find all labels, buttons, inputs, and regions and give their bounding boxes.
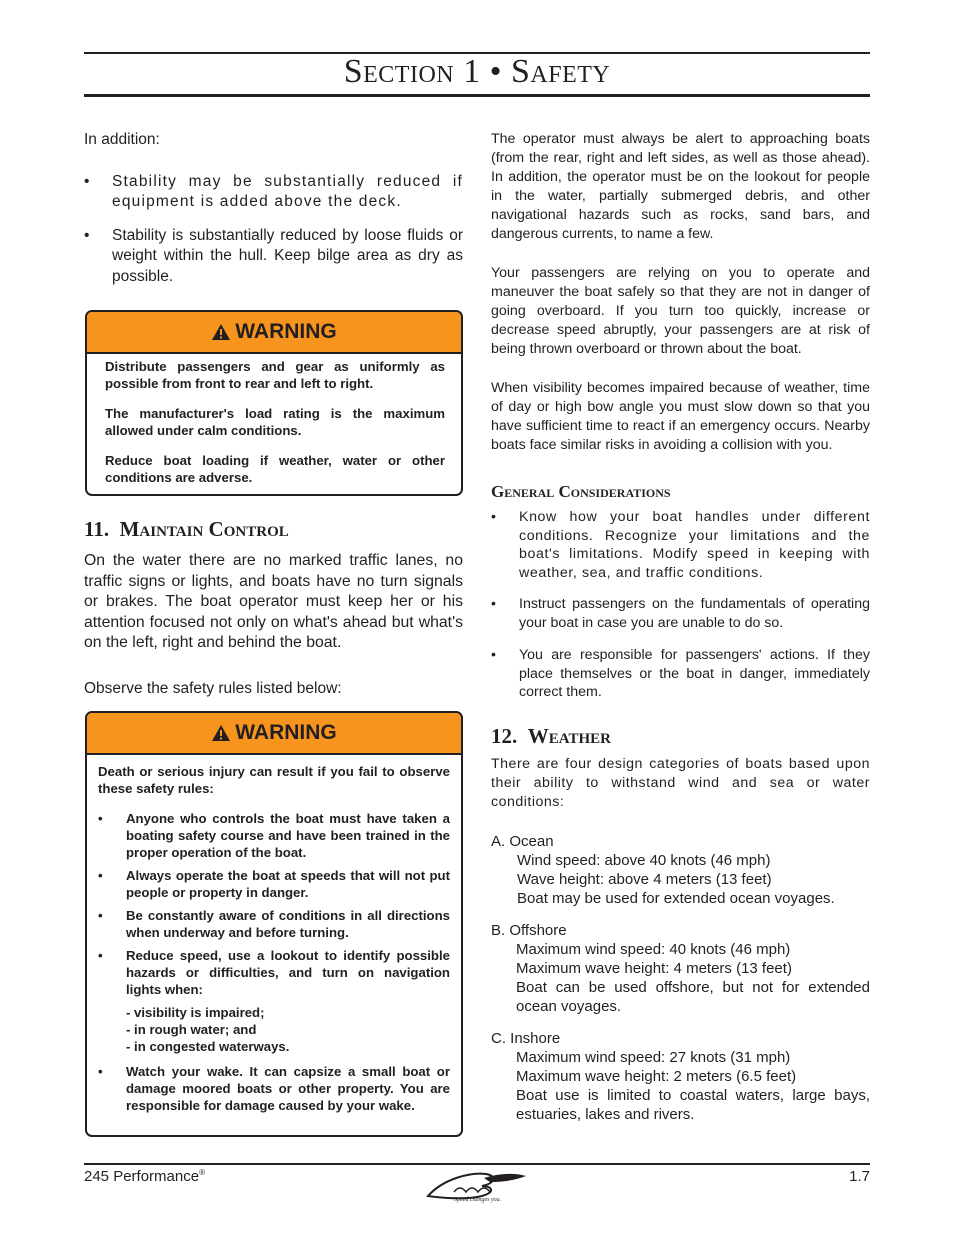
intro-text: In addition:	[84, 131, 160, 148]
warning-box-rules	[85, 711, 463, 1137]
bullet-item: • Know how your boat handles under different conditions. Recognize your limitations and the boat's limitations. Modify speed in keeping with weather, sea, and traffic conditions.	[491, 509, 870, 581]
warning-sub-item: - visibility is impaired;	[126, 1005, 265, 1020]
category-line: Maximum wind speed: 27 knots (31 mph)	[516, 1048, 791, 1066]
section-heading: 11. Maintain Control	[84, 517, 289, 541]
warning-intro: Death or serious injury can result if you fail to observe these safety rules:	[98, 764, 450, 796]
warning-header	[87, 312, 461, 354]
category-line: Boat may be used for extended ocean voyages.	[517, 889, 835, 907]
footer-page-number: 1.7	[849, 1168, 870, 1185]
bullet-item: • Stability may be substantially reduced if equipment is added above the deck.	[84, 172, 463, 210]
warning-bullet: • Reduce speed, use a lookout to identify possible hazards or difficulties, and turn on navigation lights when:	[98, 948, 450, 997]
warning-bullet: • Watch your wake. It can capsize a small boat or damage moored boats or other property. You are responsible for damage caused by your wake.	[98, 1064, 450, 1113]
bullet-item: • You are responsible for passengers' actions. If they place themselves or the boat in danger, immediately correct them.	[491, 647, 870, 700]
warning-body	[87, 755, 461, 1114]
logo-tagline: Speed changes you.	[454, 1197, 502, 1203]
bullet-item: • Stability is substantially reduced by loose fluids or weight within the hull. Keep bilge area as dry as possible.	[84, 226, 463, 285]
category-line: Boat use is limited to coastal waters, large bays, estuaries, lakes and rivers.	[516, 1086, 870, 1123]
weather-intro: There are four design categories of boats based upon their ability to withstand wind and sea or water conditions:	[491, 755, 870, 810]
right-paragraph: Your passengers are relying on you to operate and maneuver the boat safely so that they are not in danger of going overboard. If you turn too quickly, increase or decrease speed abruptly, your passengers are at risk of being thrown overboard or thrown about the boat.	[491, 265, 870, 357]
warning-paragraph: Distribute passengers and gear as uniformly as possible from front to rear and left to right.	[105, 359, 445, 391]
right-paragraph: The operator must always be alert to approaching boats (from the rear, right and left sides, as well as those ahead). In addition, the operator must be on the lookout for people in the water, partially submerged debris, and other navigational hazards such as rocks, sand bars, and dangerous currents, to name a few.	[491, 131, 870, 242]
warning-paragraph: The manufacturer's load rating is the maximum allowed under calm conditions.	[105, 406, 445, 438]
warning-bullet: • Anyone who controls the boat must have taken a boating safety course and have been trained in the proper operation of the boat.	[98, 811, 450, 860]
right-paragraph: When visibility becomes impaired because of weather, time of day or high bow angle you must slow down so that you have sufficient time to react if an emergency occurs. Nearby boats face similar risks in avoiding a collision with you.	[491, 380, 870, 453]
category-line: Wind speed: above 40 knots (46 mph)	[517, 851, 771, 869]
warning-title: WARNING	[235, 320, 337, 343]
warning-sub-item: - in rough water; and	[126, 1022, 257, 1037]
warning-paragraph: Reduce boat loading if weather, water or other conditions are adverse.	[105, 453, 445, 485]
category-line: Maximum wave height: 2 meters (6.5 feet)	[516, 1067, 797, 1085]
baja-logo	[424, 1170, 530, 1206]
warning-box-load	[85, 310, 463, 496]
general-considerations-heading: General Considerations	[491, 482, 671, 501]
warning-triangle-icon	[211, 724, 231, 742]
warning-body	[87, 354, 461, 486]
section-11	[84, 517, 463, 699]
footer-model: 245 Performance®	[84, 1168, 205, 1185]
section-heading: 12. Weather	[491, 723, 611, 748]
baja-logo-mark	[424, 1170, 530, 1200]
section-paragraph: On the water there are no marked traffic lanes, no traffic signs or lights, and boats have no turn signals or brakes. The boat operator must keep her or his attention focused not only on what's ahead but what's on the left, right and behind the boat.	[84, 552, 463, 651]
category-label: C. Inshore	[491, 1029, 561, 1047]
category-label: B. Offshore	[491, 921, 567, 939]
warning-header	[87, 713, 461, 755]
category-line: Boat can be used offshore, but not for extended ocean voyages.	[516, 978, 870, 1015]
bullet-item: • Instruct passengers on the fundamentals of operating your boat in case you are unable to do so.	[491, 596, 870, 631]
header-bottom-rule	[84, 94, 870, 97]
left-column	[84, 130, 463, 287]
observe-text: Observe the safety rules listed below:	[84, 679, 342, 697]
category-label: A. Ocean	[491, 832, 554, 850]
category-line: Maximum wave height: 4 meters (13 feet)	[516, 959, 792, 977]
warning-bullet: • Be constantly aware of conditions in all directions when underway and before turning.	[98, 908, 450, 940]
category-line: Wave height: above 4 meters (13 feet)	[517, 870, 772, 888]
warning-bullet: • Always operate the boat at speeds that will not put people or property in danger.	[98, 868, 450, 900]
page-title: Section 1 • Safety	[343, 53, 611, 90]
right-column	[491, 130, 870, 1124]
footer-rule	[84, 1163, 870, 1165]
warning-triangle-icon	[211, 323, 231, 341]
warning-sub-item: - in congested waterways.	[126, 1039, 290, 1054]
warning-title: WARNING	[235, 721, 337, 744]
category-line: Maximum wind speed: 40 knots (46 mph)	[516, 940, 791, 958]
